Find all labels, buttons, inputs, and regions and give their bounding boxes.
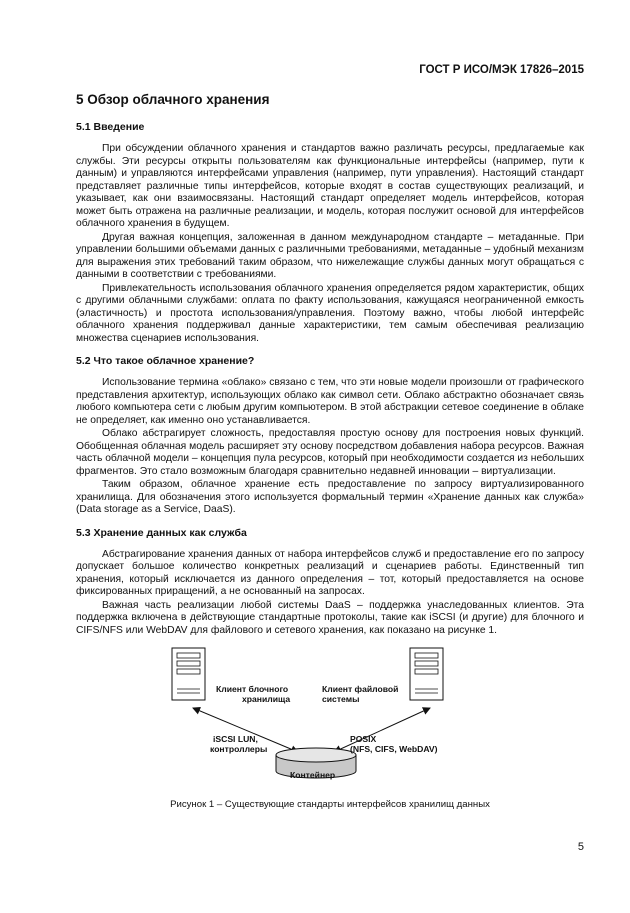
figure-1 (76, 643, 584, 793)
subsection-title-5-2: 5.2 Что такое облачное хранение? (76, 355, 255, 367)
page-number: 5 (577, 841, 584, 853)
paragraph: Использование термина «облако» связано с тем, что эти новые модели произошли от графического представления архитектур, использующих облако как символ сети. Облако абстрактно обозначает связь любого компьютера сети с любым другим компьютером. В этой абстракции сетевое соединение в облаке не определяет, как именно оно устанавливается. (76, 377, 584, 426)
right-client-label: Клиент файловой системы (322, 684, 399, 704)
paragraph: Привлекательность использования облачного хранения определяется рядом характеристик, общих с другими облачными службами: оплата по факту использования, кажущаяся неограниченной емкость (эластичность) и простота использования/управления. Поэтому важно, чтобы любой интерфейс облачного хранения поддерживал данные характеристики, тем самым обеспечивая реализацию множества сценариев использования. (76, 282, 584, 344)
paragraph: Облако абстрагирует сложность, предоставляя простую основу для построения новых функций. Обобщенная облачная модель расширяет эту основу посредством добавления набора ресурсов. Важная часть облачной модели – концепция пула ресурсов, который при необходимости создается из небольших фрагментов. Это стало возможным благодаря сравнительно недавней инновации – виртуализации. (76, 428, 584, 477)
paragraph: Другая важная концепция, заложенная в данном международном стандарте – метаданные. При управлении большими объемами данных с различными требованиями, метаданные – удобный механизм для выражения этих требований таким образом, что нижележащие службы данных могут обращаться с данными в соответствии с требованиями. (76, 231, 584, 280)
figure-caption: Рисунок 1 – Существующие стандарты интерфейсов хранилищ данных (170, 799, 490, 810)
container-label: Контейнер (290, 770, 336, 780)
left-server-icon (172, 648, 205, 700)
right-server-icon (410, 648, 443, 700)
subsection-title-5-3: 5.3 Хранение данных как служба (76, 526, 247, 539)
paragraph: Абстрагирование хранения данных от набора интерфейсов служб и предоставление его по запросу допускает большое количество конкретных реализаций и сценариев работы. Единственный тип хранения, который исключается из данного определения – тот, который предоставляется на основе фиксированных приращений, а не основанный на запросах. (76, 548, 584, 597)
standard-number: ГОСТ Р ИСО/МЭК 17826–2015 (419, 64, 584, 76)
right-protocol-label: POSIX (NFS, CIFS, WebDAV) (350, 734, 438, 754)
paragraph: Важная часть реализации любой системы DaaS – поддержка унаследованных клиентов. Эта поддержка включена в действующие стандартные протоколы, такие как iSCSI (и другие) для блочного и CIFS/NFS или WebDAV для файлового и сетевого хранения, как показано на рисунке 1. (76, 599, 584, 636)
paragraph: Таким образом, облачное хранение есть предоставление по запросу виртуализированного хранилища. Для обозначения этого используется формальный термин «Хранение данных как служба» (Data storage as a Service, DaaS). (76, 479, 584, 515)
left-client-label: Клиент блочного хранилища (216, 684, 291, 704)
section-title: 5 Обзор облачного хранения (76, 92, 270, 107)
left-protocol-label: iSCSI LUN, контроллеры (210, 734, 268, 754)
paragraph: При обсуждении облачного хранения и стандартов важно различать ресурсы, предлагаемые как службы. Эти ресурсы открыты пользователям как функциональные интерфейсы (например, пути к данным) и управляются интерфейсами управления (например, пути управления). Настоящий стандарт представляет различные типы интерфейсов, которые входят в состав существующих реализаций, и указывает, как они взаимосвязаны. Настоящий стандарт определяет модель интерфейсов, которая может быть отражена на различные реализации, и модель, которая послужит основой для интерфейсов облачного хранения в будущем. (76, 143, 584, 229)
page-content (76, 88, 584, 811)
subsection-title-5-1: 5.1 Введение (76, 121, 145, 133)
